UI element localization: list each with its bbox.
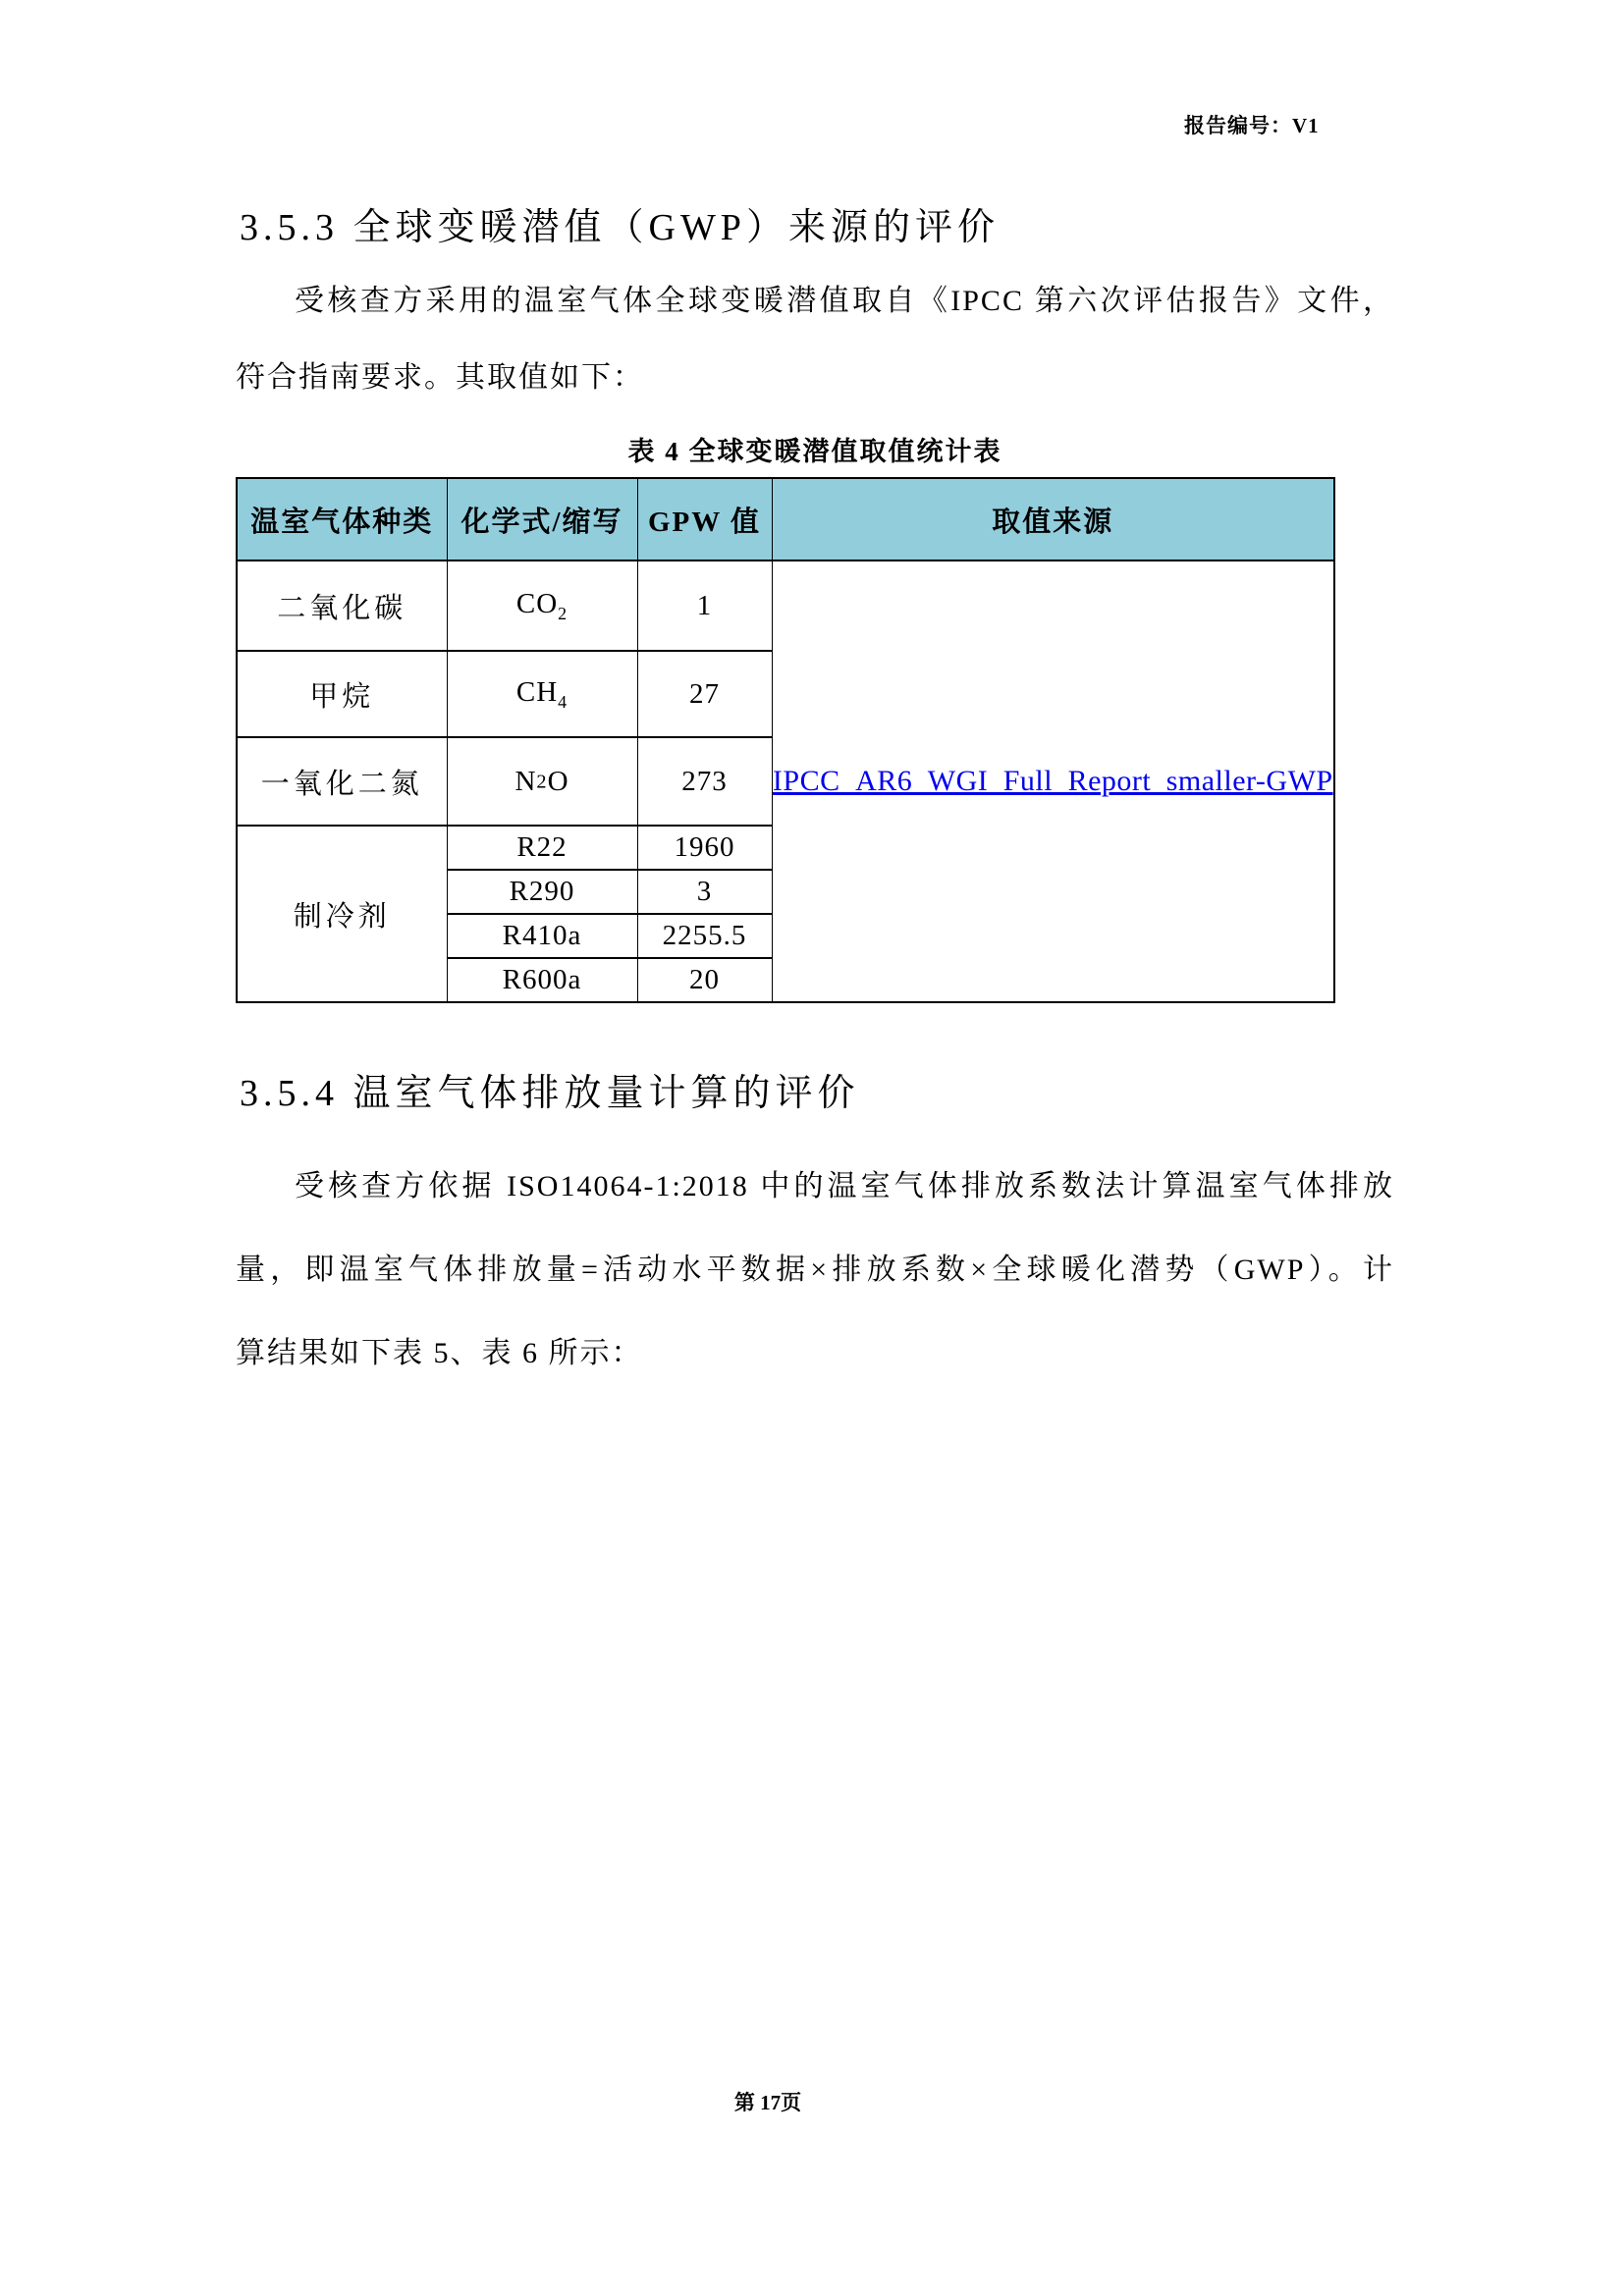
- gas-name-ch4: 甲烷: [237, 651, 447, 737]
- formula-r600a: R600a: [447, 958, 637, 1002]
- table-header-row: [237, 478, 1334, 561]
- col-header-gas-type: 温室气体种类: [237, 478, 447, 561]
- gpw-value-n2o: 273: [637, 737, 772, 826]
- table4-title: 表 4 全球变暖潜值取值统计表: [627, 437, 1002, 466]
- gas-name-n2o: 一氧化二氮: [237, 737, 447, 826]
- gpw-value-r410a: 2255.5: [637, 914, 772, 958]
- gpw-value-ch4: 27: [637, 651, 772, 737]
- source-report-link[interactable]: IPCC_AR6_WGI_Full_Report_smaller-GWP: [772, 765, 1333, 797]
- gpw-value-r290: 3: [637, 870, 772, 914]
- col-header-gpw-value: GPW 值: [637, 478, 772, 561]
- paragraph-line: 符合指南要求。其取值如下：: [236, 361, 644, 394]
- col-header-value-source: 取值来源: [772, 478, 1334, 561]
- page-number-footer: 第 17页: [733, 2091, 802, 2114]
- paragraph-line: 受核查方采用的温室气体全球变暖潜值取自《IPCC 第六次评估报告》文件，: [295, 285, 1394, 317]
- formula-r22: R22: [447, 826, 637, 870]
- formula-co2: $CO_2$: [447, 561, 637, 651]
- paragraph-emission-calculation: [236, 1145, 1394, 1395]
- formula-ch4: $CH_4$: [447, 651, 637, 737]
- paragraph-line: 受核查方依据 ISO14064-1:2018 中的温室气体排放系数法计算温室气体排放: [295, 1170, 1394, 1202]
- paragraph-gwp-source: [236, 263, 1394, 416]
- gas-name-co2: 二氧化碳: [237, 561, 447, 651]
- gwp-table: [236, 477, 1335, 1003]
- report-number: 报告编号：V1: [1184, 114, 1320, 137]
- table-row: [237, 561, 1334, 651]
- formula-r290: R290: [447, 870, 637, 914]
- value-source-cell: [772, 561, 1334, 1002]
- heading-3-5-3: 3.5.3 全球变暖潜值（GWP）来源的评价: [240, 207, 1000, 248]
- gpw-value-co2: 1: [637, 561, 772, 651]
- heading-3-5-4: 3.5.4 温室气体排放量计算的评价: [240, 1073, 860, 1114]
- paragraph-line: 量，即温室气体排放量=活动水平数据×排放系数×全球暖化潜势（GWP）。计: [236, 1254, 1394, 1286]
- formula-n2o: N2O: [447, 737, 637, 826]
- paragraph-line: 算结果如下表 5、表 6 所示：: [236, 1337, 643, 1369]
- formula-r410a: R410a: [447, 914, 637, 958]
- gpw-value-r22: 1960: [637, 826, 772, 870]
- gpw-value-r600a: 20: [637, 958, 772, 1002]
- col-header-formula: 化学式/缩写: [447, 478, 637, 561]
- gas-name-refrigerant: 制冷剂: [237, 826, 447, 1002]
